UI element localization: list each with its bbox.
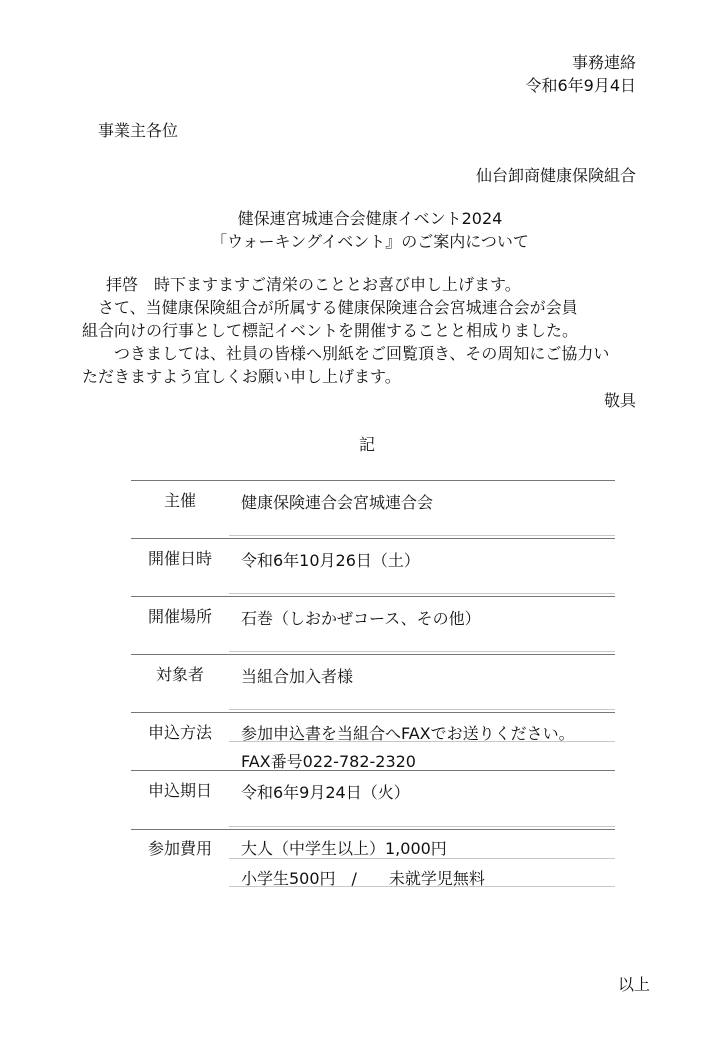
table-rule (229, 858, 615, 859)
table-rule (229, 826, 615, 827)
venue-label: 開催場所 (147, 607, 212, 626)
body-line-5: ただきますよう宜しくお願い申し上げます。 (82, 367, 401, 386)
document-type: 事務連絡 (571, 53, 636, 72)
organizer-value: 健康保険連合会宮城連合会 (241, 493, 434, 512)
target-value: 当組合加入者様 (241, 667, 354, 686)
table-rule (229, 886, 615, 887)
target-label: 対象者 (155, 665, 204, 684)
table-rule (131, 654, 615, 655)
fee-value-1: 大人（中学生以上）1,000円 (241, 839, 447, 858)
body-line-3: 組合向けの行事として標記イベントを開催することと相成りました。 (82, 321, 579, 340)
datetime-label: 開催日時 (147, 549, 212, 568)
venue-value: 石巻（しおかぜコース、その他） (241, 609, 481, 628)
addressee: 事業主各位 (98, 121, 179, 140)
body-line-1: 拝啓 時下ますますご清栄のこととお喜び申し上げます。 (106, 275, 521, 294)
table-rule (229, 535, 615, 536)
table-rule (229, 593, 615, 594)
body-line-2: さて、当健康保険組合が所属する健康保険連合会宮城連合会が会員 (98, 298, 578, 317)
fee-label: 参加費用 (147, 839, 212, 858)
closing-keigu: 敬具 (603, 391, 636, 410)
organizer-label: 主催 (163, 491, 196, 510)
method-value-2: FAX番号022-782-2320 (241, 752, 416, 771)
method-label: 申込方法 (147, 723, 212, 742)
fee-value-2: 小学生500円 / 未就学児無料 (241, 869, 485, 888)
ending-ijou: 以上 (617, 975, 650, 994)
table-rule (131, 829, 615, 830)
table-rule (131, 770, 615, 771)
method-value-1: 参加申込書を当組合へFAXでお送りください。 (241, 724, 575, 743)
deadline-label: 申込期日 (147, 781, 212, 800)
table-rule (131, 538, 615, 539)
table-rule (229, 709, 615, 710)
table-rule (229, 741, 615, 742)
title-line-1: 健保連宮城連合会健康イベント2024 (237, 209, 503, 228)
deadline-value: 令和6年9月24日（火） (241, 783, 410, 802)
sender: 仙台卸商健康保険組合 (475, 166, 636, 185)
body-line-4: つきましては、社員の皆様へ別紙をご回覧頂き、その周知にご協力い (114, 344, 610, 363)
table-rule (131, 712, 615, 713)
table-rule (131, 596, 615, 597)
issue-date: 令和6年9月4日 (525, 76, 636, 95)
table-rule (229, 651, 615, 652)
datetime-value: 令和6年10月26日（土） (241, 551, 420, 570)
table-rule (131, 480, 615, 481)
title-line-2: 「ウォーキングイベント』のご案内について (211, 232, 529, 251)
ki-heading: 記 (358, 435, 375, 454)
